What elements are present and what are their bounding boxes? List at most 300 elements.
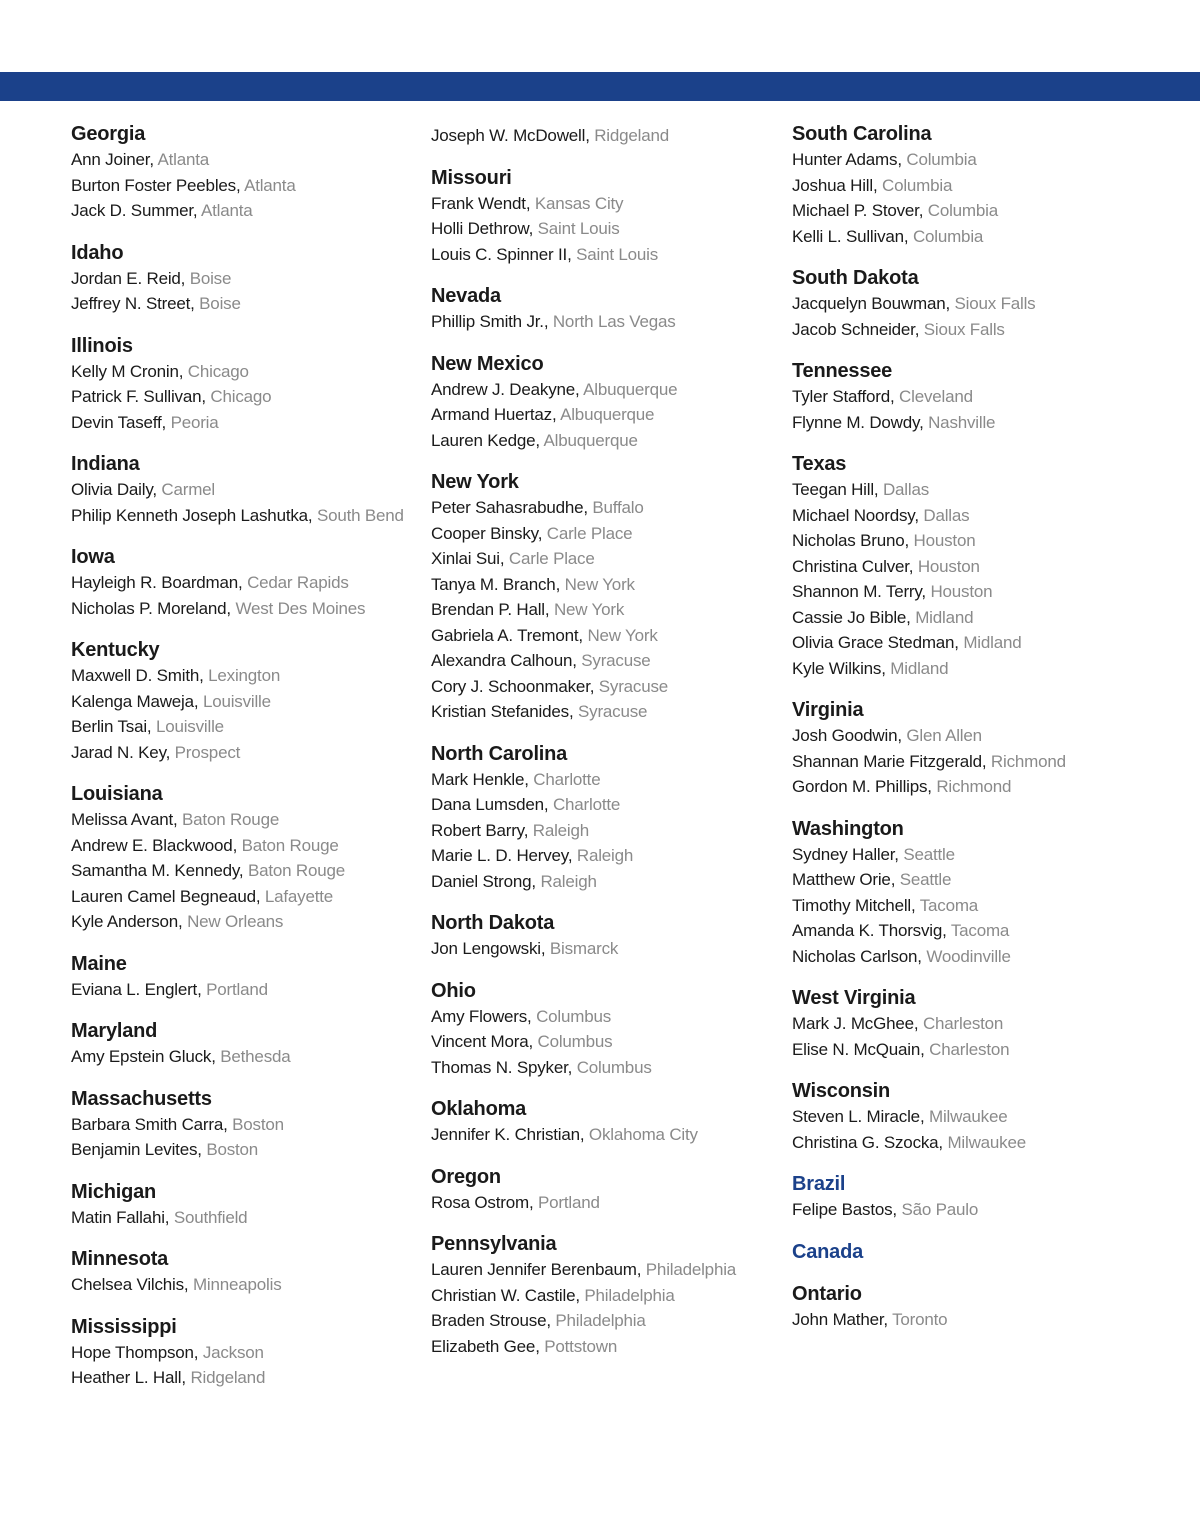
member-name: Jennifer K. Christian	[431, 1125, 580, 1144]
member-name: Michael P. Stover	[792, 201, 919, 220]
state-section	[71, 1018, 421, 1070]
member-city: Houston	[930, 582, 993, 601]
member-name: Michael Noordsy	[792, 505, 915, 525]
member-city: Boston	[206, 1140, 259, 1159]
state-heading: Mississippi	[71, 1315, 177, 1338]
separator: ,	[546, 1311, 556, 1330]
member-city: Dallas	[923, 505, 970, 525]
member-city: Oklahoma City	[588, 1125, 698, 1144]
separator: ,	[914, 319, 924, 339]
member-name: Sydney Haller	[792, 844, 895, 864]
member-name: Brendan P. Hall	[431, 600, 545, 619]
member-city: Lafayette	[264, 886, 334, 906]
member-name: Braden Strouse	[431, 1311, 547, 1330]
member-entry	[431, 428, 781, 454]
member-city: Baton Rouge	[247, 861, 345, 880]
state-section	[431, 165, 781, 268]
separator: ,	[226, 598, 236, 618]
member-name: Benjamin Levites	[71, 1140, 198, 1159]
member-entry	[71, 884, 421, 910]
member-entry	[71, 384, 421, 410]
member-name: Joseph W. McDowell	[431, 126, 586, 145]
member-name: Thomas N. Spyker	[431, 1057, 568, 1077]
member-name: Kristian Stefanides	[431, 702, 569, 721]
state-section	[71, 1314, 421, 1391]
state-heading: Iowa	[71, 546, 115, 568]
member-city: Philadelphia	[555, 1311, 646, 1330]
state-heading: Maryland	[71, 1020, 158, 1042]
separator: ,	[921, 582, 931, 601]
separator: ,	[164, 1207, 174, 1227]
separator: ,	[178, 912, 188, 931]
state-section	[71, 544, 421, 621]
separator: ,	[572, 651, 582, 670]
member-city: Boston	[232, 1114, 284, 1134]
state-section	[792, 1239, 1142, 1265]
member-city: Saint Louis	[537, 219, 620, 238]
member-city: Houston	[913, 531, 976, 550]
state-heading: Virginia	[792, 699, 864, 721]
member-name: Philip Kenneth Joseph Lashutka	[71, 505, 308, 525]
member-name: Flynne M. Dowdy	[792, 412, 920, 432]
member-entry	[792, 291, 1142, 317]
separator: ,	[527, 1006, 537, 1026]
member-name: Kyle Anderson	[71, 912, 179, 931]
member-city: Albuquerque	[560, 405, 655, 424]
state-section	[792, 1078, 1142, 1155]
member-entry	[71, 977, 421, 1003]
member-name: Eviana L. Englert	[71, 979, 198, 999]
member-name: Hope Thompson	[71, 1342, 194, 1362]
member-entry	[71, 1112, 421, 1138]
member-name: Marie L. D. Hervey	[431, 846, 568, 865]
separator: ,	[146, 717, 156, 736]
member-entry	[71, 410, 421, 436]
member-city: Columbus	[576, 1057, 652, 1077]
member-name: Samantha M. Kennedy	[71, 861, 239, 880]
separator: ,	[535, 1336, 545, 1356]
member-city: Midland	[915, 607, 974, 627]
state-heading: Tennessee	[792, 360, 893, 382]
member-entry	[792, 630, 1142, 656]
member-name: Louis C. Spinner II	[431, 244, 568, 264]
member-name: Tanya M. Branch	[431, 574, 556, 594]
member-entry	[71, 1365, 421, 1391]
member-city: Cedar Rapids	[247, 573, 349, 592]
member-entry	[71, 858, 421, 884]
member-entry	[792, 528, 1142, 554]
separator: ,	[589, 676, 599, 696]
separator: ,	[149, 150, 158, 169]
member-entry	[71, 909, 421, 935]
member-city: Prospect	[174, 742, 241, 762]
separator: ,	[897, 150, 907, 169]
member-name: Amy Epstein Gluck	[71, 1047, 212, 1066]
state-section	[71, 637, 421, 765]
member-entry	[792, 1130, 1142, 1156]
member-entry	[431, 191, 781, 217]
member-entry	[431, 495, 781, 521]
member-entry	[792, 477, 1142, 503]
member-city: Tacoma	[919, 895, 979, 915]
state-section	[792, 121, 1142, 249]
member-entry	[71, 689, 421, 715]
separator: ,	[942, 921, 951, 940]
member-entry	[431, 648, 781, 674]
member-entry	[431, 1257, 781, 1283]
member-city: Louisville	[202, 691, 271, 711]
separator: ,	[525, 193, 535, 213]
member-name: Patrick F. Sullivan	[71, 387, 202, 406]
separator: ,	[235, 175, 245, 195]
member-entry	[431, 843, 781, 869]
member-city: Richmond	[990, 751, 1066, 771]
state-heading: Texas	[792, 453, 847, 475]
separator: ,	[881, 658, 891, 678]
separator: ,	[193, 691, 203, 711]
member-name: Jeffrey N. Street	[71, 294, 191, 313]
separator: ,	[183, 1275, 193, 1294]
separator: ,	[555, 574, 565, 594]
member-name: Melissa Avant	[71, 810, 173, 829]
state-section	[431, 741, 781, 895]
member-city: Columbus	[537, 1032, 613, 1051]
member-city: Boise	[199, 294, 241, 313]
member-name: Elizabeth Gee	[431, 1336, 536, 1356]
separator: ,	[908, 556, 918, 576]
separator: ,	[161, 412, 171, 432]
member-entry	[431, 1334, 781, 1360]
member-city: North Las Vegas	[552, 312, 676, 331]
member-entry	[71, 503, 421, 529]
state-heading: South Dakota	[792, 267, 919, 289]
member-name: Mark J. McGhee	[792, 1014, 914, 1033]
member-name: Matin Fallahi	[71, 1207, 165, 1227]
member-entry	[71, 1205, 421, 1231]
member-entry	[792, 1104, 1142, 1130]
member-city: Raleigh	[576, 846, 634, 865]
member-name: Nicholas Carlson	[792, 946, 918, 966]
separator: ,	[540, 939, 550, 958]
separator: ,	[178, 361, 188, 381]
member-city: Carle Place	[546, 523, 633, 543]
header-banner	[0, 72, 1200, 101]
member-city: New York	[553, 600, 625, 619]
member-entry	[71, 740, 421, 766]
member-city: Chicago	[187, 361, 249, 381]
separator: ,	[906, 607, 916, 627]
member-name: Cooper Binsky	[431, 523, 538, 543]
member-city: Bethesda	[220, 1047, 291, 1066]
state-heading: North Carolina	[431, 742, 568, 765]
state-heading: Louisiana	[71, 783, 163, 805]
member-name: Josh Goodwin	[792, 726, 898, 745]
separator: ,	[192, 201, 202, 220]
state-heading: New Mexico	[431, 352, 544, 375]
member-entry	[431, 818, 781, 844]
separator: ,	[499, 549, 509, 568]
member-entry	[431, 572, 781, 598]
member-entry	[792, 656, 1142, 682]
member-city: Boise	[189, 268, 232, 288]
member-name: Phillip Smith Jr.	[431, 312, 544, 331]
separator: ,	[543, 795, 553, 814]
state-section	[792, 358, 1142, 435]
member-name: Teegan Hill	[792, 480, 874, 499]
state-section	[431, 1096, 781, 1148]
member-name: Daniel Strong	[431, 871, 532, 891]
member-entry	[71, 173, 421, 199]
member-entry	[431, 1283, 781, 1309]
separator: ,	[938, 1132, 948, 1152]
separator: ,	[575, 379, 584, 399]
separator: ,	[567, 244, 577, 264]
member-city: Kansas City	[534, 193, 624, 213]
member-name: Olivia Daily	[71, 480, 153, 499]
state-heading: Ontario	[792, 1282, 862, 1305]
member-entry	[71, 1137, 421, 1163]
member-name: Andrew J. Deakyne	[431, 379, 576, 399]
member-name: Holli Dethrow	[431, 219, 529, 238]
member-city: Louisville	[155, 717, 224, 736]
member-entry	[431, 309, 781, 335]
state-section	[71, 1086, 421, 1163]
state-section	[71, 1246, 421, 1298]
separator: ,	[954, 633, 964, 652]
member-entry	[792, 147, 1142, 173]
member-entry	[71, 663, 421, 689]
state-heading: Kentucky	[71, 639, 160, 661]
country-heading: Brazil	[792, 1173, 846, 1195]
member-name: Lauren Kedge	[431, 430, 536, 450]
separator: ,	[181, 1368, 191, 1387]
state-section	[71, 240, 421, 317]
member-entry	[71, 266, 421, 292]
member-city: Dallas	[882, 480, 929, 499]
member-entry	[71, 596, 421, 622]
member-entry	[792, 410, 1142, 436]
separator: ,	[890, 870, 900, 889]
member-city: Cleveland	[899, 387, 973, 406]
member-city: Sioux Falls	[954, 294, 1036, 313]
member-name: Gabriela A. Tremont	[431, 625, 579, 645]
member-name: Dana Lumsden	[431, 795, 544, 814]
member-name: Armand Huertaz	[431, 405, 552, 424]
member-entry	[792, 749, 1142, 775]
member-name: Cory J. Schoonmaker	[431, 676, 590, 696]
member-entry	[792, 503, 1142, 529]
member-entry	[71, 833, 421, 859]
member-name: Lauren Camel Begneaud	[71, 886, 256, 906]
member-name: Christina Culver	[792, 556, 909, 576]
member-entry	[792, 944, 1142, 970]
separator: ,	[543, 312, 553, 331]
member-entry	[431, 936, 781, 962]
member-city: Lexington	[208, 666, 281, 685]
member-name: Mark Henkle	[431, 769, 525, 789]
country-heading: Canada	[792, 1240, 864, 1263]
member-city: Milwaukee	[947, 1132, 1026, 1152]
member-entry	[792, 1011, 1142, 1037]
separator: ,	[531, 871, 541, 891]
separator: ,	[211, 1047, 221, 1066]
member-entry	[431, 546, 781, 572]
separator: ,	[945, 294, 955, 313]
member-city: Columbia	[882, 175, 953, 195]
separator: ,	[585, 126, 595, 145]
member-entry	[792, 317, 1142, 343]
member-entry	[431, 242, 781, 268]
member-name: Berlin Tsai	[71, 717, 147, 736]
member-name: Jordan E. Reid	[71, 268, 181, 288]
member-name: Shannan Marie Fitzgerald	[792, 751, 982, 771]
member-entry	[71, 198, 421, 224]
member-entry	[792, 198, 1142, 224]
state-section	[431, 123, 781, 149]
separator: ,	[890, 387, 900, 406]
separator: ,	[910, 895, 920, 915]
member-city: Southfield	[173, 1207, 248, 1227]
separator: ,	[190, 294, 200, 313]
state-heading: Indiana	[71, 453, 140, 475]
separator: ,	[897, 726, 907, 745]
member-city: West Des Moines	[235, 598, 366, 618]
state-section	[71, 951, 421, 1003]
member-name: Robert Barry	[431, 820, 524, 840]
member-entry	[431, 1122, 781, 1148]
directory-column-2	[431, 121, 781, 1375]
member-city: Carmel	[161, 480, 215, 499]
state-heading: North Dakota	[431, 912, 555, 934]
member-entry	[71, 714, 421, 740]
separator: ,	[917, 946, 927, 966]
separator: ,	[544, 600, 554, 619]
separator: ,	[307, 505, 317, 525]
member-city: Ridgeland	[190, 1368, 266, 1387]
separator: ,	[197, 979, 207, 999]
member-entry	[431, 377, 781, 403]
member-city: Houston	[917, 556, 980, 576]
member-name: Devin Taseff	[71, 412, 162, 432]
member-city: Ridgeland	[594, 126, 669, 145]
separator: ,	[528, 219, 538, 238]
member-entry	[431, 623, 781, 649]
state-heading: Maine	[71, 952, 127, 975]
member-entry	[792, 1037, 1142, 1063]
member-entry	[431, 767, 781, 793]
member-entry	[792, 224, 1142, 250]
member-name: Xinlai Sui	[431, 549, 500, 568]
member-name: Maxwell D. Smith	[71, 666, 200, 685]
member-name: Barbara Smith Carra	[71, 1114, 224, 1134]
member-entry	[792, 384, 1142, 410]
separator: ,	[197, 1140, 207, 1159]
member-name: Matthew Orie	[792, 870, 891, 889]
member-city: Milwaukee	[928, 1107, 1008, 1126]
member-city: Midland	[963, 633, 1022, 652]
separator: ,	[981, 751, 991, 771]
separator: ,	[636, 1260, 646, 1279]
member-city: Philadelphia	[584, 1285, 675, 1305]
member-name: Shannon M. Terry	[792, 582, 922, 601]
member-city: Glen Allen	[906, 726, 982, 745]
separator: ,	[894, 844, 904, 864]
member-city: Atlanta	[157, 150, 209, 169]
member-city: Columbia	[906, 150, 977, 169]
member-name: Nicholas P. Moreland	[71, 598, 227, 618]
state-section	[431, 283, 781, 335]
member-name: Christina G. Szocka	[792, 1132, 939, 1152]
member-city: Tacoma	[950, 921, 1010, 940]
separator: ,	[152, 480, 162, 499]
state-section	[792, 265, 1142, 342]
separator: ,	[201, 387, 211, 406]
member-city: São Paulo	[901, 1200, 979, 1219]
member-city: Minneapolis	[192, 1275, 282, 1294]
member-city: Syracuse	[581, 651, 651, 670]
member-city: Columbia	[927, 201, 998, 220]
member-city: Syracuse	[598, 676, 669, 696]
separator: ,	[579, 1125, 589, 1144]
member-name: Kyle Wilkins	[792, 658, 882, 678]
member-name: Jack D. Summer	[71, 201, 193, 220]
member-name: John Mather	[792, 1309, 884, 1329]
state-section	[792, 697, 1142, 800]
separator: ,	[180, 268, 190, 288]
separator: ,	[528, 1032, 538, 1051]
member-city: Raleigh	[540, 871, 597, 891]
member-city: Jackson	[202, 1342, 264, 1362]
state-heading: West Virginia	[792, 987, 916, 1009]
state-heading: Ohio	[431, 979, 476, 1002]
member-name: Christian W. Castile	[431, 1285, 576, 1305]
member-city: Sioux Falls	[923, 319, 1005, 339]
member-entry	[431, 521, 781, 547]
state-section	[431, 1164, 781, 1216]
member-city: New York	[587, 625, 658, 645]
separator: ,	[568, 702, 578, 721]
member-name: Alexandra Calhoun	[431, 651, 573, 670]
member-name: Elise N. McQuain	[792, 1039, 921, 1059]
member-name: Felipe Bastos	[792, 1200, 893, 1219]
member-entry	[71, 291, 421, 317]
member-city: Saint Louis	[576, 244, 659, 264]
member-name: Timothy Mitchell	[792, 895, 911, 915]
member-entry	[431, 674, 781, 700]
separator: ,	[535, 430, 544, 450]
member-city: Portland	[206, 979, 268, 999]
separator: ,	[903, 226, 913, 246]
separator: ,	[873, 480, 883, 499]
member-name: Gordon M. Phillips	[792, 777, 928, 796]
separator: ,	[914, 505, 924, 525]
member-entry	[431, 597, 781, 623]
state-heading: Minnesota	[71, 1248, 169, 1270]
member-city: Woodinville	[926, 946, 1011, 966]
member-entry	[431, 1004, 781, 1030]
separator: ,	[523, 820, 533, 840]
member-city: Atlanta	[244, 175, 296, 195]
separator: ,	[537, 523, 547, 543]
member-name: Jacquelyn Bouwman	[792, 294, 946, 313]
member-entry	[792, 723, 1142, 749]
separator: ,	[232, 835, 242, 855]
separator: ,	[551, 405, 561, 424]
state-heading: Wisconsin	[792, 1080, 891, 1102]
member-city: Charlotte	[552, 795, 621, 814]
member-name: Burton Foster Peebles	[71, 175, 236, 195]
member-city: Toronto	[892, 1309, 948, 1329]
